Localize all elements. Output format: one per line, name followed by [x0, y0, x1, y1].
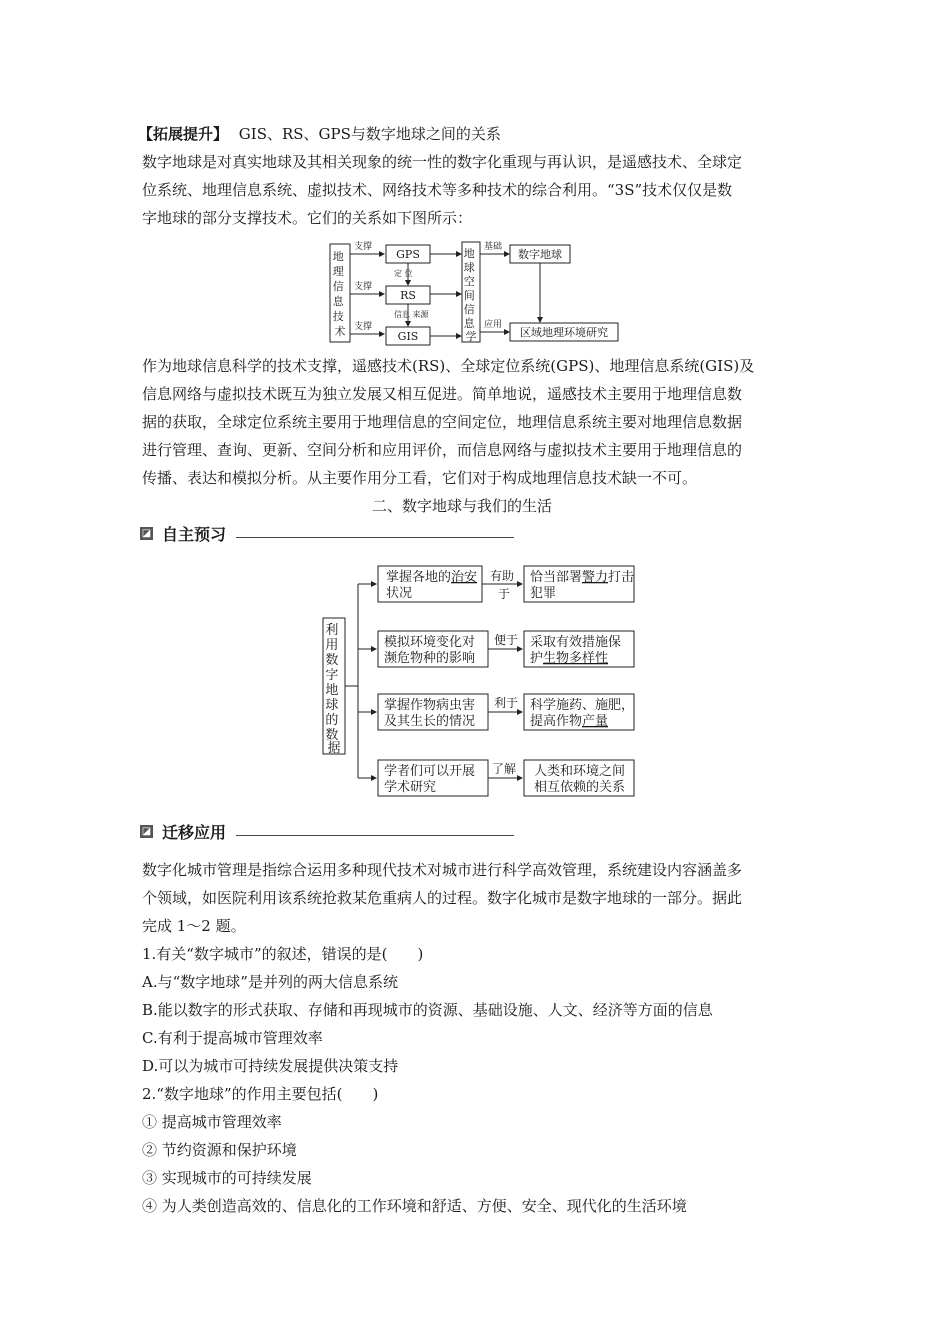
rs-label: RS	[400, 289, 416, 302]
row4-relation: 了解	[492, 762, 517, 776]
digital-earth-label: 数字地球	[518, 248, 562, 261]
row3-right-line2: 提高作物产量	[530, 714, 609, 729]
gps-label: GPS	[396, 248, 420, 261]
row2-right-line2: 护生物多样性	[530, 651, 609, 666]
apply-label: 应用	[484, 320, 503, 330]
digital-earth-uses-diagram	[318, 560, 648, 798]
use-data-label: 利 用 数 字 地 球 的 数 据	[325, 623, 341, 756]
para2-line-1: 作为地球信息科学的技术支撑，遥感技术(RS)、全球定位系统(GPS)、地理信息系统(GIS)及	[142, 357, 755, 375]
row2-left-text: 模拟环境变化对	[384, 635, 476, 650]
section-rule	[236, 537, 514, 538]
section-marker-icon: ◪	[141, 528, 152, 539]
row1-relation-2: 于	[498, 587, 511, 601]
q1-option-b: B.能以数字的形式获取、存储和再现城市的资源、基础设施、人文、经济等方面的信息	[142, 1001, 713, 1019]
support-label-2: 支撑	[354, 282, 373, 292]
question-1: 1.有关“数字城市”的叙述，错误的是( )	[142, 945, 424, 963]
geo-info-tech-label: 地 理 信 息 技 术	[332, 250, 346, 338]
para2-line-4: 进行管理、查询、更新、空间分析和应用评价，而信息网络与虚拟技术主要用于地理信息的	[142, 441, 743, 459]
row2-right-text: 采取有效措施保	[530, 635, 622, 650]
regional-study-label: 区域地理环境研究	[520, 326, 608, 339]
section2-title: 二、数字地球与我们的生活	[372, 497, 553, 515]
row3-right-text: 科学施药、施肥，	[530, 698, 635, 713]
expand-heading	[138, 124, 501, 144]
q1-option-a: A.与“数字地球”是并列的两大信息系统	[142, 973, 398, 991]
geo-spatial-info-label: 地 球 空 间 信 息 学	[463, 247, 477, 343]
q1-option-c: C.有利于提高城市管理效率	[142, 1029, 323, 1047]
intro-line-2: 个领域，如医院利用该系统抢救某危重病人的过程。数字化城市是数字地球的一部分。据此	[142, 889, 743, 907]
row3-left-line2: 及其生长的情况	[384, 714, 476, 729]
para2-line-3: 据的获取，全球定位系统主要用于地理信息的空间定位，地理信息系统主要对地理信息数据	[142, 413, 743, 431]
question-2: 2.“数字地球”的作用主要包括( )	[142, 1085, 379, 1103]
row1-left-line2: 状况	[386, 586, 413, 601]
row1-relation: 有助	[490, 569, 515, 583]
info-source-label: 信息 来源	[394, 310, 429, 319]
row3-left-text: 掌握作物病虫害	[384, 698, 476, 713]
tech-relationship-diagram	[320, 236, 630, 348]
transfer-header	[140, 820, 514, 843]
self-study-label: 自主预习	[162, 525, 227, 544]
locate-label: 定 位	[394, 269, 413, 278]
row2-left-line2: 濒危物种的影响	[384, 651, 476, 666]
support-label-3: 支撑	[354, 322, 373, 332]
para2-line-5: 传播、表达和模拟分析。从主要作用分工看，它们对于构成地理信息技术缺一不可。	[142, 469, 698, 487]
self-study-header	[140, 522, 514, 545]
q2-item-3: ③ 实现城市的可持续发展	[142, 1169, 312, 1187]
intro-line-1: 数字化城市管理是指综合运用多种现代技术对城市进行科学高效管理，系统建设内容涵盖多	[142, 861, 743, 879]
row3-relation: 利于	[494, 696, 519, 710]
row1-right-line2: 犯罪	[530, 586, 557, 601]
gis-label: GIS	[397, 330, 419, 343]
row1-right-text: 恰当部署警力打击	[530, 570, 635, 585]
row4-left-line2: 学术研究	[384, 780, 437, 795]
q2-item-2: ② 节约资源和保护环境	[142, 1141, 297, 1159]
intro-line-3: 完成 1～2 题。	[142, 917, 246, 935]
para1-line-1: 数字地球是对真实地球及其相关现象的统一性的数字化重现与再认识，是遥感技术、全球定	[142, 153, 743, 171]
para1-line-2: 位系统、地理信息系统、虚拟技术、网络技术等多种技术的综合利用。“3S”技术仅仅是数	[142, 181, 733, 199]
section-marker-icon: ◪	[141, 826, 152, 837]
row4-left-text: 学者们可以开展	[384, 764, 476, 779]
para1-line-3: 字地球的部分支撑技术。它们的关系如下图所示：	[142, 209, 473, 227]
para2-line-2: 信息网络与虚拟技术既互为独立发展又相互促进。简单地说，遥感技术主要用于地理信息数	[142, 385, 743, 403]
row2-relation: 便于	[494, 633, 519, 647]
basis-label: 基础	[484, 242, 503, 252]
row1-left-text: 掌握各地的治安	[386, 570, 478, 585]
section-rule	[236, 835, 514, 836]
expand-heading-tag: 【拓展提升】	[138, 125, 229, 143]
q2-item-4: ④ 为人类创造高效的、信息化的工作环境和舒适、方便、安全、现代化的生活环境	[142, 1197, 687, 1215]
transfer-label: 迁移应用	[162, 823, 227, 842]
q1-option-d: D.可以为城市可持续发展提供决策支持	[142, 1057, 399, 1075]
row4-right-line2: 相互依赖的关系	[534, 780, 626, 795]
row4-right-text: 人类和环境之间	[534, 764, 626, 779]
support-label-1: 支撑	[354, 242, 373, 252]
q2-item-1: ① 提高城市管理效率	[142, 1113, 282, 1131]
expand-heading-text: GIS、RS、GPS与数字地球之间的关系	[238, 125, 501, 143]
